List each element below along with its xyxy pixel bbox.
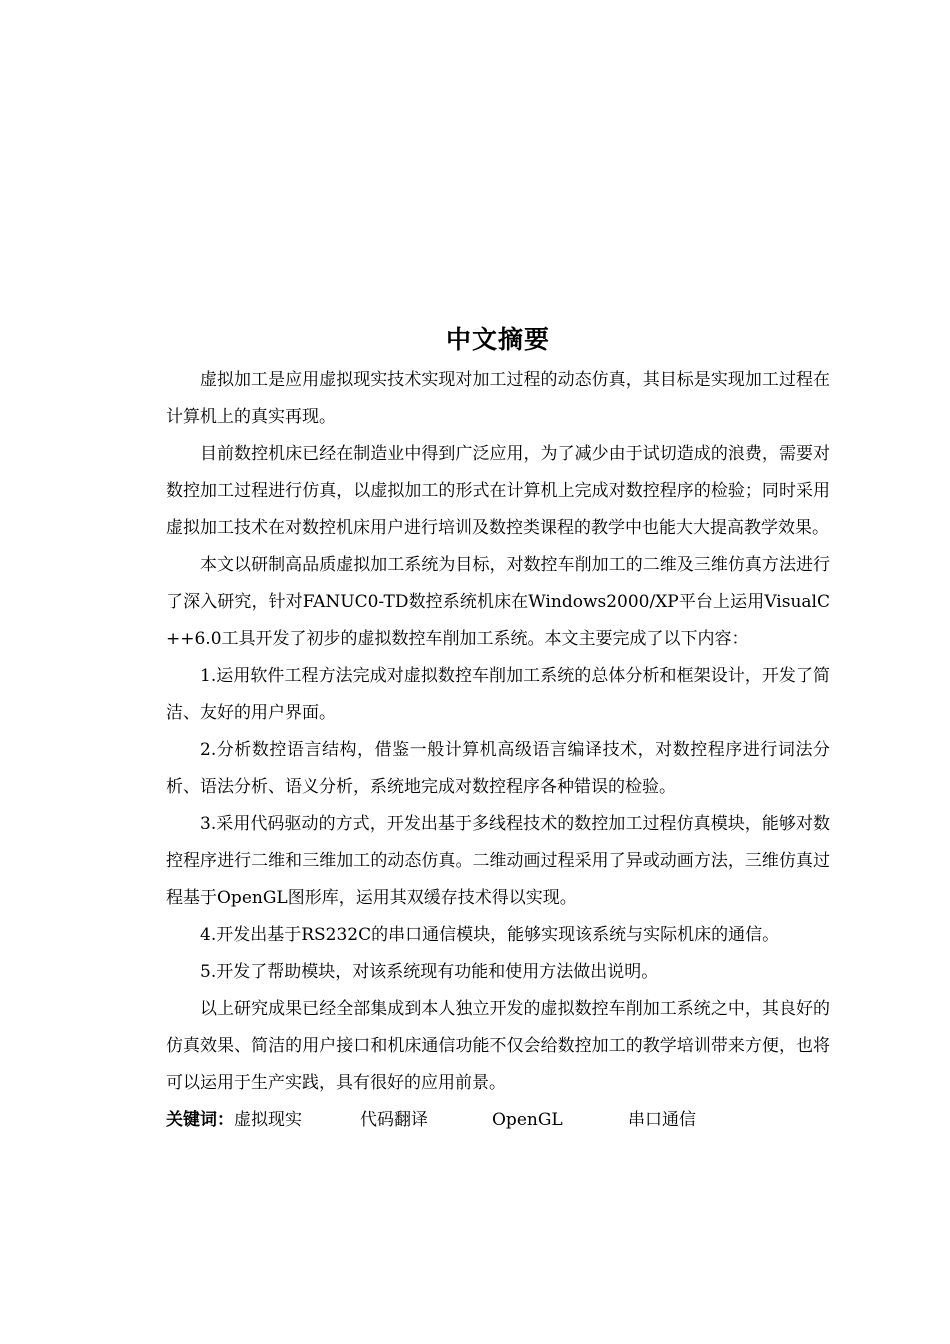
abstract-section [166,318,830,1139]
keywords-line [166,1102,830,1139]
abstract-paragraph: 本文以研制高品质虚拟加工系统为目标，对数控车削加工的二维及三维仿真方法进行了深入研究，针对FANUC0-TD数控系统机床在Windows2000/XP平台上运用VisualC++6.0工具开发了初步的虚拟数控车削加工系统。本文主要完成了以下内容： [166,555,830,649]
abstract-paragraph: 目前数控机床已经在制造业中得到广泛应用，为了减少由于试切造成的浪费，需要对数控加工过程进行仿真，以虚拟加工的形式在计算机上完成对数控程序的检验；同时采用虚拟加工技术在对数控机床用户进行培训及数控类课程的教学中也能大大提高教学效果。 [166,444,830,538]
contribution-item: 3.采用代码驱动的方式，开发出基于多线程技术的数控加工过程仿真模块，能够对数控程序进行二维和三维加工的动态仿真。二维动画过程采用了异或动画方法，三维仿真过程基于OpenGL图形库，运用其双缓存技术得以实现。 [166,814,830,908]
keyword: 虚拟现实 [234,1110,302,1130]
keyword: 代码翻译 [360,1110,428,1130]
contribution-item: 4.开发出基于RS232C的串口通信模块，能够实现该系统与实际机床的通信。 [200,925,780,945]
abstract-paragraph: 虚拟加工是应用虚拟现实技术实现对加工过程的动态仿真，其目标是实现加工过程在计算机上的真实再现。 [166,370,830,427]
abstract-paragraph: 以上研究成果已经全部集成到本人独立开发的虚拟数控车削加工系统之中，其良好的仿真效果、简洁的用户接口和机床通信功能不仅会给数控加工的教学培训带来方便，也将可以运用于生产实践，具有很好的应用前景。 [166,999,830,1093]
keywords-label: 关键词： [166,1110,234,1130]
abstract-title: 中文摘要 [445,325,550,354]
contribution-item: 1.运用软件工程方法完成对虚拟数控车削加工系统的总体分析和框架设计，开发了简洁、友好的用户界面。 [166,666,830,723]
contribution-item: 5.开发了帮助模块，对该系统现有功能和使用方法做出说明。 [200,962,659,982]
keyword: 串口通信 [628,1110,696,1130]
contribution-item: 2.分析数控语言结构，借鉴一般计算机高级语言编译技术，对数控程序进行词法分析、语法分析、语义分析，系统地完成对数控程序各种错误的检验。 [166,740,830,797]
keyword: OpenGL [492,1110,563,1130]
